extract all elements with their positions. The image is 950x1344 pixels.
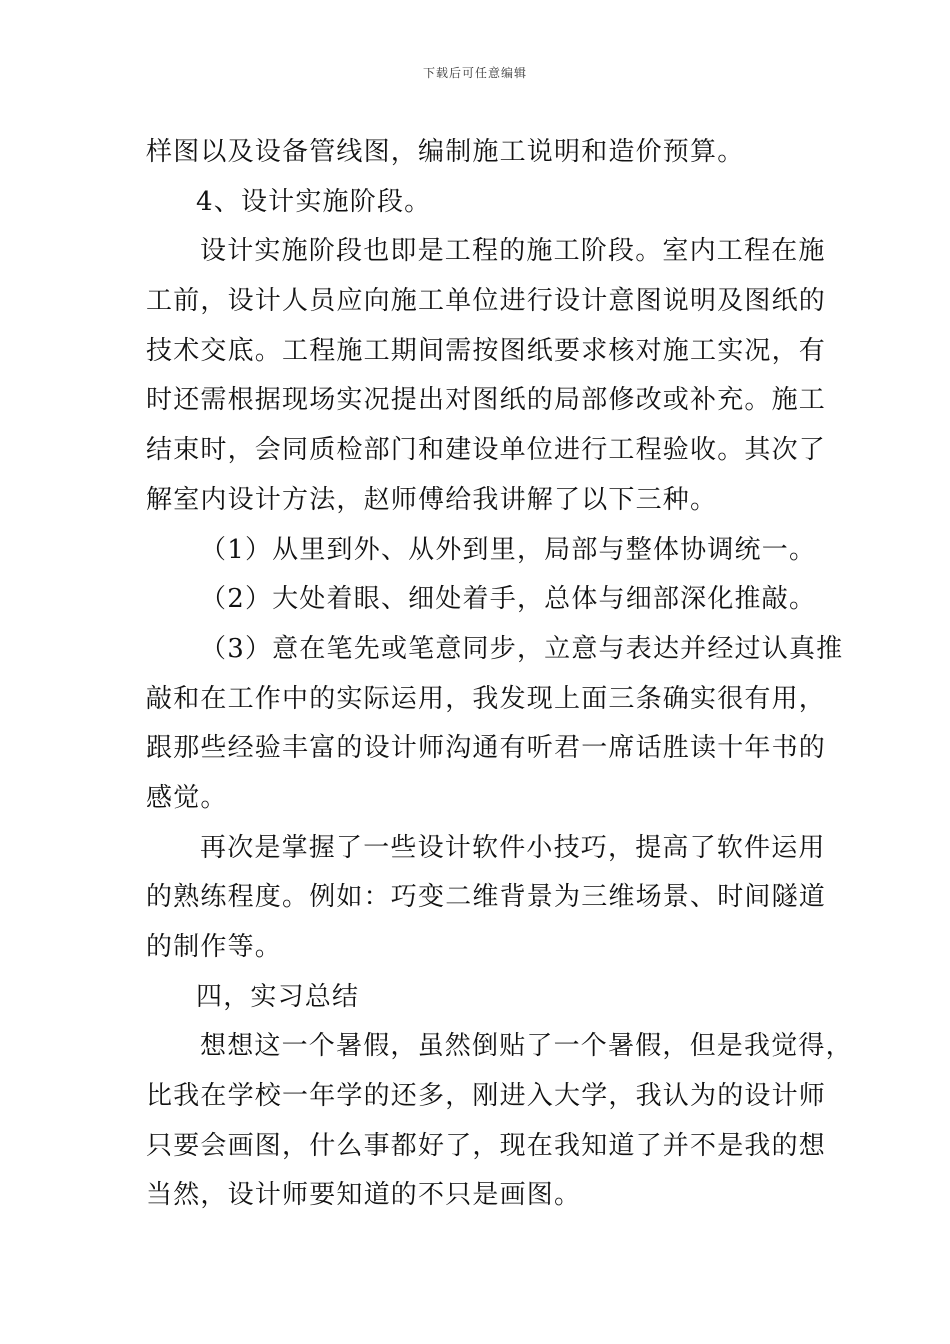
text-line: 感觉。 (146, 782, 228, 813)
paragraph-start: 想想这一个暑假，虽然倒贴了一个暑假，但是我觉得， (200, 1031, 853, 1062)
text-line: 的熟练程度。例如：巧变二维背景为三维场景、时间隧道 (146, 882, 827, 913)
text-line: 解室内设计方法，赵师傅给我讲解了以下三种。 (146, 484, 718, 515)
text-line: 时还需根据现场实况提出对图纸的局部修改或补充。施工 (146, 385, 827, 416)
paragraph-start: 再次是掌握了一些设计软件小技巧，提高了软件运用 (200, 832, 826, 863)
list-item: （1）从里到外、从外到里，局部与整体协调统一。 (200, 534, 817, 565)
text-line: 比我在学校一年学的还多，刚进入大学，我认为的设计师 (146, 1081, 827, 1112)
text-line: 敲和在工作中的实际运用，我发现上面三条确实很有用， (146, 683, 827, 714)
document-body (146, 128, 853, 1221)
page-header: 下载后可任意编辑 (422, 66, 527, 80)
text-line: 只要会画图，什么事都好了，现在我知道了并不是我的想 (146, 1130, 827, 1161)
text-line: 样图以及设备管线图，编制施工说明和造价预算。 (146, 137, 745, 167)
list-item: （2）大处着眼、细处着手，总体与细部深化推敲。 (200, 584, 817, 615)
text-line: 结束时，会同质检部门和建设单位进行工程验收。其次了 (146, 435, 827, 466)
paragraph-start: 设计实施阶段也即是工程的施工阶段。室内工程在施 (200, 236, 826, 267)
text-line: 跟那些经验丰富的设计师沟通有听君一席话胜读十年书的 (146, 733, 827, 764)
text-line: 当然，设计师要知道的不只是画图。 (146, 1180, 582, 1211)
text-line: 的制作等。 (146, 932, 283, 962)
text-line: 工前，设计人员应向施工单位进行设计意图说明及图纸的 (146, 286, 827, 317)
section-heading: 四，实习总结 (196, 981, 360, 1012)
section-heading: 4、设计实施阶段。 (196, 186, 432, 217)
list-item: （3）意在笔先或笔意同步，立意与表达并经过认真推 (200, 633, 844, 664)
text-line: 技术交底。工程施工期间需按图纸要求核对施工实况，有 (146, 335, 827, 366)
